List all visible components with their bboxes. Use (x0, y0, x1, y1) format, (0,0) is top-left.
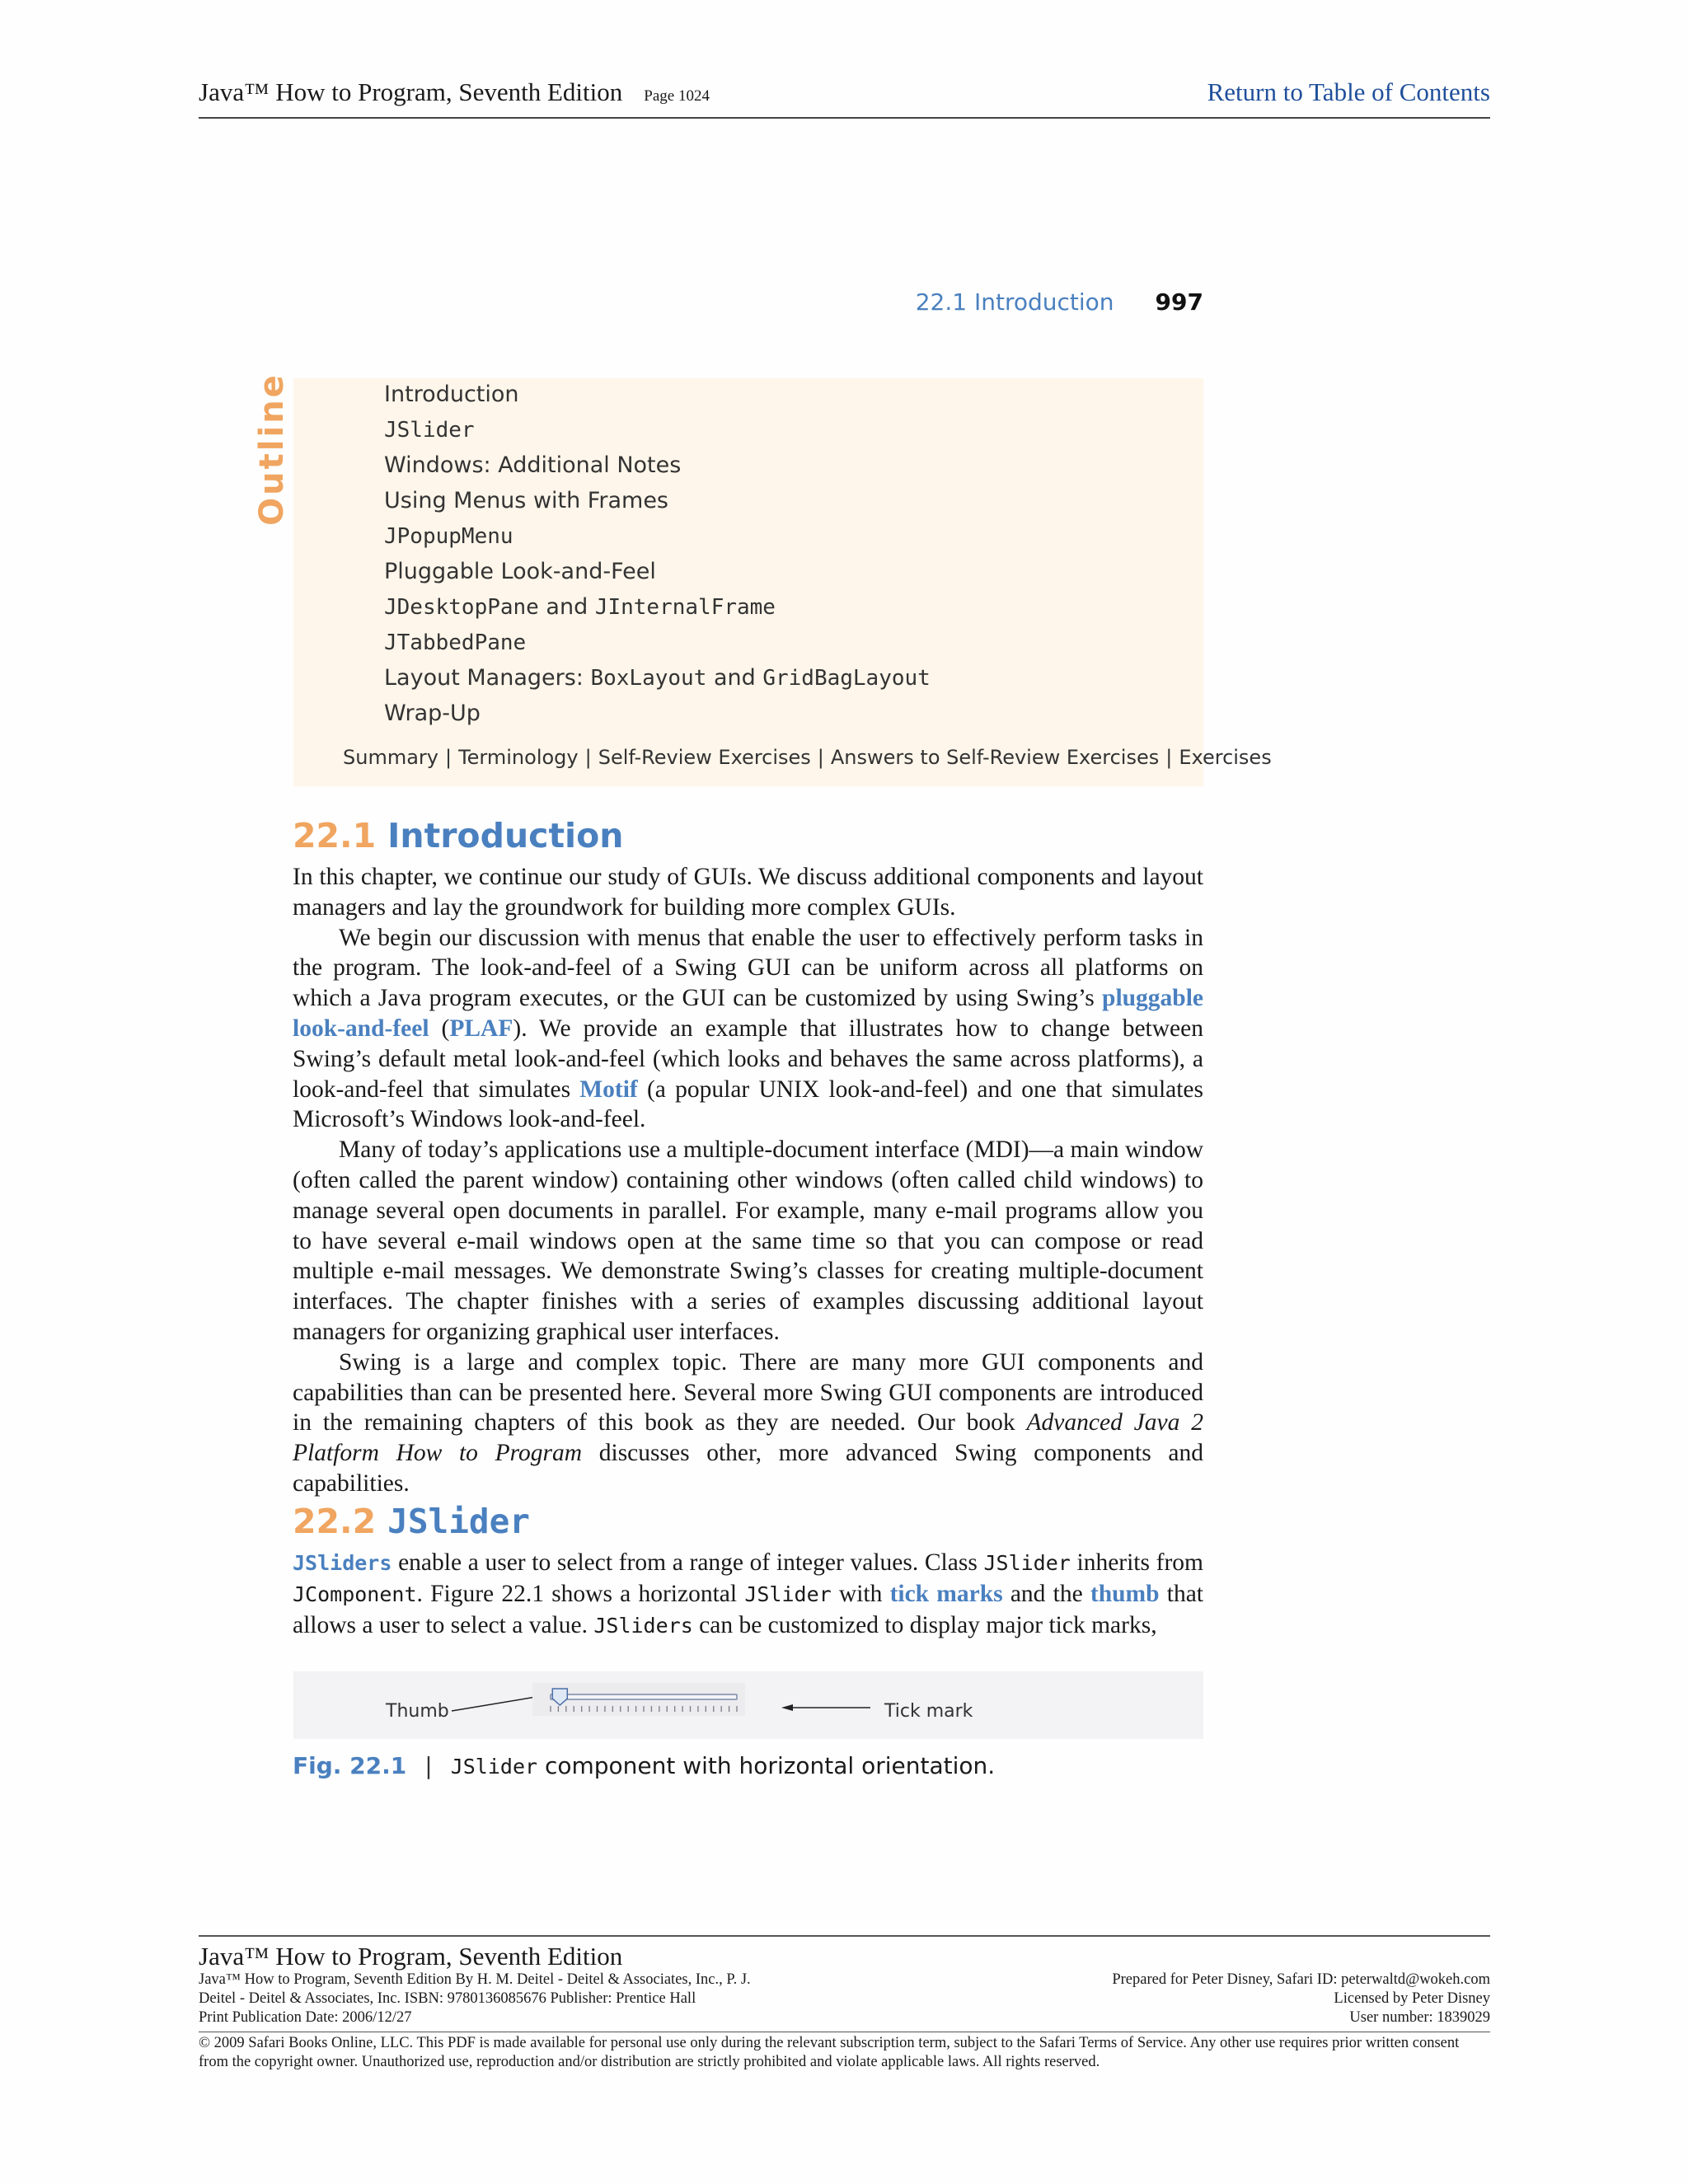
figure-number: Fig. 22.1 (293, 1752, 407, 1779)
footer-prepared-for: Prepared for Peter Disney, Safari ID: peterwaltd@wokeh.com (1112, 1971, 1490, 1988)
term-plaf: PLAF (449, 1015, 513, 1042)
toc-link[interactable]: Return to Table of Contents (1207, 77, 1490, 106)
paragraph: Swing is a large and complex topic. There are many more GUI components and capabilities than can be presented here. Several more Swing GUI components are introduced in the remaining chapters of this book as they are needed. Our book Advanced Java 2 Platform How to Program discusses other, more advanced Swing components and capabilities. (293, 1348, 1203, 1497)
outline-item-label: Layout Managers: BoxLayout and GridBagLayout (384, 665, 931, 691)
footer-title: Java™ How to Program, Seventh Edition (199, 1942, 623, 1971)
header-title (199, 77, 710, 107)
section-number: 22.1 (293, 816, 377, 855)
running-head (907, 288, 1203, 316)
footer-licensed-by: Licensed by Peter Disney (1334, 1990, 1490, 2007)
page-footer (199, 1935, 1490, 2072)
paragraph: JSliders enable a user to select from a range of integer values. Class JSlider inherits from JComponent. Figure 22.1 shows a horizontal JSlider with tick marks and the thumb that allows a user to select a value. JSliders can be customized to display major tick marks, (293, 1549, 1203, 1638)
outline-item-label: Using Menus with Frames (384, 488, 669, 513)
outline-item-label: JPopupMenu (384, 524, 513, 549)
section-heading-introduction (293, 816, 623, 855)
footer-line-1: Java™ How to Program, Seventh Edition By H. M. Deitel - Deitel & Associates, Inc., P. J. (199, 1971, 751, 1988)
section-title: Introduction (387, 816, 624, 855)
footer-copyright: © 2009 Safari Books Online, LLC. This PDF is made available for personal use only during the relevant subscription term, subject to the Safari Terms of Service. Any other use requires prior written consent from the copyright owner. Unauthorized use, reproduction and/or distribution are strictly prohibited and violate applicable laws. All rights reserved. (199, 2035, 1460, 2070)
slider-track (551, 1694, 737, 1699)
section-body-jslider (293, 1548, 1203, 1641)
section-number: 22.2 (293, 1502, 377, 1541)
outline-item-label: Windows: Additional Notes (384, 452, 682, 478)
running-head-page-number: 997 (1155, 288, 1203, 316)
outline-item-label: JTabbedPane (384, 630, 527, 655)
tick-mark-label: Tick mark (884, 1701, 973, 1722)
paragraph: In this chapter, we continue our study of GUIs. We discuss additional components and layout managers and lay the groundwork for building more complex GUIs. (293, 864, 1203, 921)
paragraph: We begin our discussion with menus that enable the user to effectively perform tasks in the program. The look-and-feel of a Swing GUI can be uniform across all platforms on which a Java program executes, or the GUI can be customized by using Swing’s pluggable look-and-feel (PLAF). We provide an example that illustrates how to change between Swing’s default metal look-and-feel (which looks and behaves the same across platforms), a look-and-feel that simulates Motif (a popular UNIX look-and-feel) and one that simulates Microsoft’s Windows look-and-feel. (293, 924, 1204, 1133)
outline-item-label: JSlider (384, 418, 475, 443)
outline-link[interactable]: Self-Review Exercises (598, 746, 811, 769)
outline-link[interactable]: Terminology (458, 746, 579, 769)
outline-link[interactable]: Summary (343, 746, 438, 769)
outline-link[interactable]: Answers to Self-Review Exercises (830, 746, 1160, 769)
book-title: Java™ How to Program, Seventh Edition (199, 77, 623, 106)
outline-item-label: Wrap-Up (384, 701, 481, 726)
term-tick-marks: tick marks (889, 1580, 1003, 1607)
section-heading-jslider (293, 1502, 530, 1541)
outline-item-label: Introduction (384, 382, 519, 407)
tick-callout-arrowhead (781, 1704, 793, 1711)
outline-item-label: JDesktopPane and JInternalFrame (384, 594, 776, 620)
slider-figure (293, 1671, 1203, 1739)
section-body-introduction (293, 862, 1203, 1499)
thumb-label: Thumb (386, 1701, 449, 1722)
term-thumb: thumb (1090, 1580, 1160, 1607)
footer-line-3: Print Publication Date: 2006/12/27 (199, 2009, 412, 2026)
outline-item-label: Pluggable Look-and-Feel (384, 559, 656, 584)
figure-caption: Fig. 22.1 | JSlider component with horizontal orientation. (293, 1752, 996, 1779)
outline-link[interactable]: Exercises (1179, 746, 1272, 769)
page-label: Page 1024 (644, 87, 710, 105)
footer-user-number: User number: 1839029 (1349, 2009, 1490, 2026)
term-motif: Motif (579, 1076, 638, 1103)
outline-label: Outline (253, 373, 291, 526)
outline-links: Summary | Terminology | Self-Review Exercises | Answers to Self-Review Exercises | Exercises (343, 746, 1272, 769)
term-pluggable-look-and-feel: pluggable look-and-feel (293, 985, 1203, 1042)
page-header (199, 77, 1490, 119)
running-head-section: 22.1 Introduction (915, 288, 1114, 316)
section-title: JSlider (387, 1502, 530, 1541)
footer-line-2: Deitel - Deitel & Associates, Inc. ISBN: 9780136085676 Publisher: Prentice Hall (199, 1990, 696, 2007)
thumb-callout-line (452, 1696, 541, 1711)
paragraph: Many of today’s applications use a multiple-document interface (MDI)—a main window (often called the parent window) containing other windows (often called child windows) to manage several open documents in parallel. For example, many e-mail programs allow you to have several e-mail windows open at the same time so that you can compose or read multiple e-mail messages. We demonstrate Swing’s classes for creating multiple-document interfaces. The chapter finishes with a series of examples discussing additional layout managers for organizing graphical user interfaces. (293, 1137, 1203, 1345)
book-title-italic: Advanced Java 2 Platform How to Program (293, 1409, 1203, 1467)
